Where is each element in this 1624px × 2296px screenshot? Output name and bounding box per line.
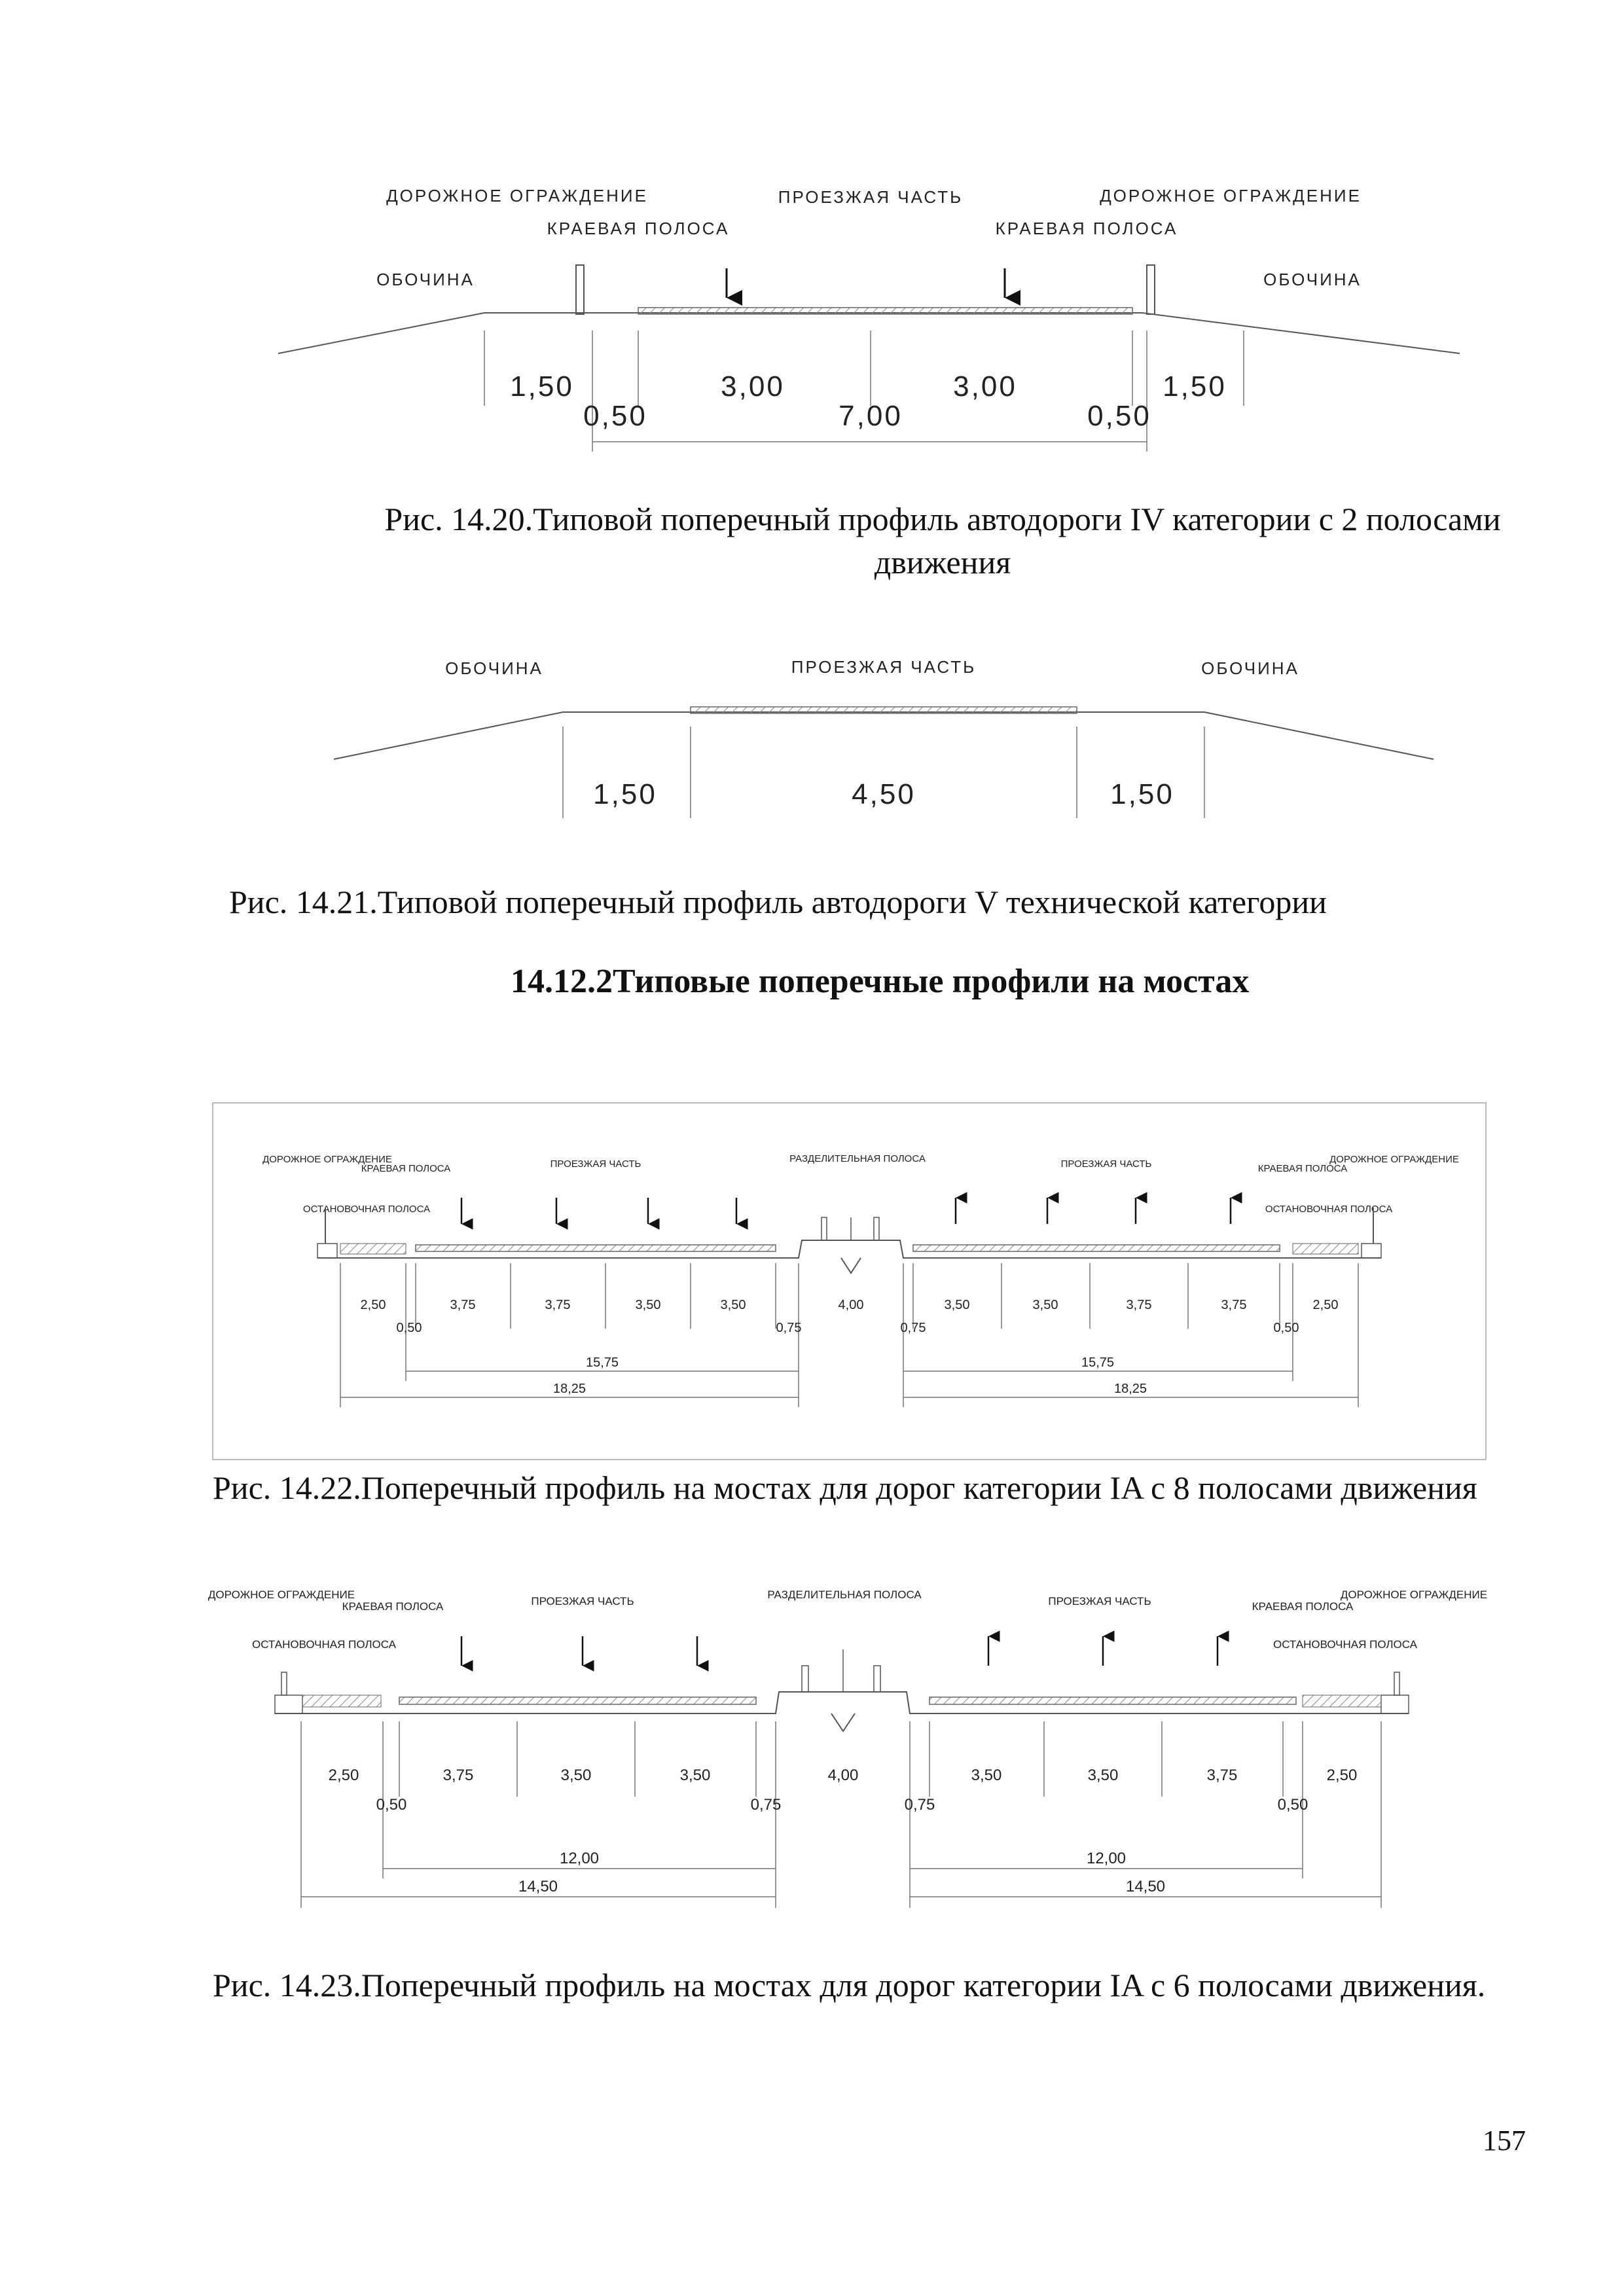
- fig4-stop-right-label: ОСТАНОВОЧНАЯ ПОЛОСА: [1272, 1638, 1418, 1651]
- fig3-stop-left-label: ОСТАНОВОЧНАЯ ПОЛОСА: [302, 1204, 431, 1215]
- fig1-dim-7: 0,50: [1087, 400, 1151, 432]
- fig1-shoulder-left-label: ОБОЧИНА: [376, 270, 475, 289]
- fig2-caption: Рис. 14.21.Типовой поперечный профиль автодороги V технической категории: [229, 884, 1327, 920]
- fig3-stop-right-label: ОСТАНОВОЧНАЯ ПОЛОСА: [1265, 1204, 1393, 1215]
- fig3-edge-right-label: КРАЕВАЯ ПОЛОСА: [1257, 1163, 1348, 1174]
- figure-14-20: [0, 177, 1624, 471]
- fig3-dim-r1-4: 3,50: [720, 1298, 746, 1312]
- fig1-caption: Рис. 14.20.Типовой поперечный профиль автодороги IV категории с 2 полосами движения: [384, 501, 1501, 581]
- fig1-guard-left-label: ДОРОЖНОЕ ОГРАЖДЕНИЕ: [386, 186, 648, 206]
- fig4-guard-left-label: ДОРОЖНОЕ ОГРАЖДЕНИЕ: [208, 1588, 355, 1601]
- fig3-dim-r1-0: 2,50: [360, 1298, 386, 1312]
- fig3-carriageway-left-label: ПРОЕЗЖАЯ ЧАСТЬ: [550, 1158, 641, 1170]
- fig3-dim-r1-2: 3,75: [545, 1298, 571, 1312]
- fig3-edge-left-label: КРАЕВАЯ ПОЛОСА: [361, 1163, 451, 1174]
- fig4-carriageway-right-label: ПРОЕЗЖАЯ ЧАСТЬ: [1048, 1595, 1151, 1607]
- fig3-dim-r2-1: 0,75: [776, 1321, 802, 1335]
- fig3-dim-r1-5: 4,00: [838, 1298, 864, 1312]
- fig3-median-label: РАЗДЕЛИТЕЛЬНАЯ ПОЛОСА: [789, 1153, 926, 1164]
- fig3-dim-r2-3: 0,50: [1273, 1321, 1299, 1335]
- fig1-edge-left-label: КРАЕВАЯ ПОЛОСА: [547, 219, 730, 238]
- section-heading: 14.12.2Типовые поперечные профили на мостах: [511, 963, 1250, 1000]
- fig3-dim-r4-1: 18,25: [1113, 1382, 1147, 1396]
- fig1-dim-6: 7,00: [839, 400, 903, 432]
- fig4-guard-right-label: ДОРОЖНОЕ ОГРАЖДЕНИЕ: [1340, 1588, 1488, 1601]
- fig4-dim-r1-4: 4,00: [827, 1767, 859, 1784]
- fig4-dim-r1-2: 3,50: [560, 1767, 592, 1784]
- fig3-dim-r3-0: 15,75: [585, 1355, 619, 1370]
- fig2-dim-1: 1,50: [593, 778, 657, 810]
- fig1-dim-4: 1,50: [1163, 370, 1227, 403]
- fig1-guardrail-right: [1147, 265, 1155, 314]
- page-number: 157: [1483, 2125, 1526, 2157]
- fig1-pavement: [638, 308, 1132, 314]
- fig1-road-profile: [278, 313, 1460, 353]
- fig4-dim-r3-0: 12,00: [559, 1850, 600, 1867]
- fig4-dim-r2-2: 0,75: [904, 1796, 935, 1814]
- fig4-dim-r2-3: 0,50: [1277, 1796, 1308, 1814]
- fig4-dimension-lines: [301, 1721, 1381, 1908]
- fig2-shoulder-right-label: ОБОЧИНА: [1201, 658, 1299, 678]
- fig4-dim-r1-5: 3,50: [971, 1767, 1002, 1784]
- fig3-guard-left-label: ДОРОЖНОЕ ОГРАЖДЕНИЕ: [262, 1154, 392, 1165]
- fig4-caption: Рис. 14.23.Поперечный профиль на мостах для дорог категории IA с 6 полосами движения.: [213, 1967, 1486, 2003]
- fig3-dim-r1-3: 3,50: [635, 1298, 661, 1312]
- fig1-dim-1: 1,50: [510, 370, 574, 403]
- fig1-shoulder-right-label: ОБОЧИНА: [1263, 270, 1362, 289]
- fig4-dim-r2-0: 0,50: [376, 1796, 407, 1814]
- fig1-dimension-lines: [484, 331, 1244, 452]
- fig4-dim-r1-3: 3,50: [679, 1767, 711, 1784]
- fig1-edge-right-label: КРАЕВАЯ ПОЛОСА: [995, 219, 1178, 238]
- fig4-dim-r1-7: 3,75: [1206, 1767, 1238, 1784]
- fig4-dim-r3-1: 12,00: [1086, 1850, 1127, 1867]
- fig4-edge-left-label: КРАЕВАЯ ПОЛОСА: [342, 1600, 444, 1613]
- fig4-dim-r4-0: 14,50: [518, 1878, 558, 1895]
- figure-14-22: [0, 1100, 1624, 1473]
- fig3-dim-r1-8: 3,75: [1126, 1298, 1152, 1312]
- fig3-dimension-lines: [340, 1263, 1358, 1407]
- fig4-median-label: РАЗДЕЛИТЕЛЬНАЯ ПОЛОСА: [767, 1588, 922, 1601]
- fig4-dim-r4-1: 14,50: [1125, 1878, 1166, 1895]
- fig3-dim-r1-10: 2,50: [1312, 1298, 1339, 1312]
- fig1-guardrail-left: [576, 265, 584, 314]
- fig4-stop-left-label: ОСТАНОВОЧНАЯ ПОЛОСА: [251, 1638, 397, 1651]
- fig4-dim-r1-0: 2,50: [328, 1767, 359, 1784]
- fig2-dim-2: 4,50: [852, 778, 916, 810]
- fig4-dim-r1-1: 3,75: [442, 1767, 474, 1784]
- fig4-dim-r1-6: 3,50: [1087, 1767, 1119, 1784]
- fig4-edge-right-label: КРАЕВАЯ ПОЛОСА: [1252, 1600, 1354, 1613]
- fig3-bridge-deck: [317, 1208, 1381, 1273]
- fig4-carriageway-left-label: ПРОЕЗЖАЯ ЧАСТЬ: [531, 1595, 634, 1607]
- fig3-dim-r1-9: 3,75: [1221, 1298, 1247, 1312]
- fig3-dim-r3-1: 15,75: [1081, 1355, 1115, 1370]
- fig3-caption: Рис. 14.22.Поперечный профиль на мостах для дорог категории IA с 8 полосами движения: [213, 1469, 1477, 1506]
- fig2-pavement: [691, 707, 1077, 713]
- fig4-traffic-arrows: [461, 1636, 1218, 1666]
- fig4-dim-r2-1: 0,75: [750, 1796, 782, 1814]
- fig4-bridge-deck: [275, 1649, 1409, 1731]
- fig1-dim-2: 3,00: [721, 370, 785, 403]
- fig3-dim-r2-0: 0,50: [396, 1321, 422, 1335]
- fig2-shoulder-left-label: ОБОЧИНА: [445, 658, 543, 678]
- fig3-dim-r1-7: 3,50: [1032, 1298, 1058, 1312]
- figure-14-21: [0, 648, 1624, 838]
- fig3-dim-r4-0: 18,25: [552, 1382, 586, 1396]
- figure-14-23: [0, 1571, 1624, 1924]
- fig1-dim-3: 3,00: [953, 370, 1017, 403]
- fig3-dim-r1-6: 3,50: [944, 1298, 970, 1312]
- fig3-guard-right-label: ДОРОЖНОЕ ОГРАЖДЕНИЕ: [1329, 1154, 1459, 1165]
- fig3-traffic-arrows: [461, 1198, 1231, 1224]
- fig3-dim-r1-1: 3,75: [450, 1298, 476, 1312]
- fig3-dim-r2-2: 0,75: [900, 1321, 926, 1335]
- fig2-dim-3: 1,50: [1110, 778, 1174, 810]
- fig3-carriageway-right-label: ПРОЕЗЖАЯ ЧАСТЬ: [1060, 1158, 1152, 1170]
- fig1-dim-5: 0,50: [583, 400, 647, 432]
- fig1-guard-right-label: ДОРОЖНОЕ ОГРАЖДЕНИЕ: [1100, 186, 1362, 206]
- fig2-road-profile: [334, 712, 1434, 759]
- fig4-dim-r1-8: 2,50: [1326, 1767, 1358, 1784]
- fig1-carriageway-label: ПРОЕЗЖАЯ ЧАСТЬ: [778, 187, 964, 207]
- fig2-carriageway-label: ПРОЕЗЖАЯ ЧАСТЬ: [791, 657, 977, 677]
